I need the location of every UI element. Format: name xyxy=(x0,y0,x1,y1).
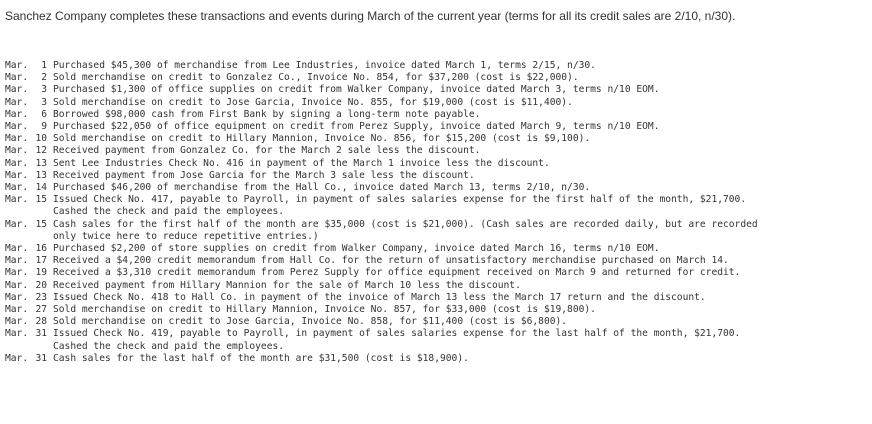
transaction-description: Cash sales for the last half of the month are $31,500 (cost is $18,900). xyxy=(53,352,469,364)
transaction-month: Mar. xyxy=(5,133,29,145)
transaction-description: Sold merchandise on credit to Jose Garcia, Invoice No. 858, for $11,400 (cost is $6,800). xyxy=(53,316,568,328)
transaction-month: Mar. xyxy=(5,60,29,71)
transaction-month: Mar. xyxy=(5,291,29,303)
transaction-day: 15 xyxy=(35,218,47,230)
transaction-row xyxy=(5,182,867,194)
transaction-day: 28 xyxy=(35,316,47,328)
transaction-description: Sold merchandise on credit to Hillary Mannion, Invoice No. 856, for $15,200 (cost is $9,100). xyxy=(53,133,591,145)
transaction-row xyxy=(5,304,867,316)
transaction-description: Received payment from Jose Garcia for the March 3 sale less the discount. xyxy=(53,169,475,181)
transaction-month: Mar. xyxy=(5,218,29,230)
transaction-description: Sold merchandise on credit to Gonzalez Co., Invoice No. 854, for $37,200 (cost is $22,000). xyxy=(53,72,579,84)
transaction-month: Mar. xyxy=(5,279,29,291)
transaction-row xyxy=(5,133,867,145)
transaction-row xyxy=(5,292,867,304)
transaction-month: Mar. xyxy=(5,194,29,206)
transaction-month: Mar. xyxy=(5,145,29,157)
transaction-row xyxy=(5,60,867,72)
transaction-description: Sold merchandise on credit to Hillary Mannion, Invoice No. 857, for $33,000 (cost is $19,800). xyxy=(53,304,596,316)
transaction-row xyxy=(5,97,867,109)
transaction-row xyxy=(5,267,867,279)
transaction-day: 16 xyxy=(35,243,47,255)
transaction-row xyxy=(5,255,867,267)
transaction-row xyxy=(5,316,867,328)
transaction-month: Mar. xyxy=(5,96,29,108)
transaction-month: Mar. xyxy=(5,328,29,340)
transaction-description: Received a $4,200 credit memorandum from Hall Co. for the return of unsatisfactory merchandise purchased on March 14. xyxy=(53,255,729,267)
transaction-day: 31 xyxy=(35,352,47,364)
transaction-row xyxy=(5,170,867,182)
transaction-row xyxy=(5,243,867,255)
transaction-row xyxy=(5,84,867,96)
transaction-day: 23 xyxy=(35,291,47,303)
transaction-description: Received payment from Hillary Mannion for the sale of March 10 less the discount. xyxy=(53,279,521,291)
transaction-description: Purchased $1,300 of office supplies on credit from Walker Company, invoice dated March 3, terms n/10 EOM. xyxy=(53,84,660,96)
transaction-day: 12 xyxy=(35,145,47,157)
transaction-description: Received a $3,310 credit memorandum from Perez Supply for office equipment received on March 9 and returned for credit. xyxy=(53,267,741,279)
transaction-row xyxy=(5,109,867,121)
transaction-description: Purchased $45,300 of merchandise from Lee Industries, invoice dated March 1, terms 2/15, n/30. xyxy=(53,60,596,71)
transaction-day: 19 xyxy=(35,267,47,279)
transaction-description: Purchased $22,050 of office equipment on credit from Perez Supply, invoice dated March 9, terms n/10 EOM. xyxy=(53,121,660,133)
transaction-month: Mar. xyxy=(5,255,29,267)
transaction-description: Sent Lee Industries Check No. 416 in payment of the March 1 invoice less the discount. xyxy=(53,157,550,169)
transaction-month: Mar. xyxy=(5,352,29,364)
transaction-month: Mar. xyxy=(5,182,29,194)
transaction-day: 14 xyxy=(35,182,47,194)
transaction-day: 17 xyxy=(35,255,47,267)
transaction-day: 6 xyxy=(41,108,47,120)
transaction-month: Mar. xyxy=(5,157,29,169)
transaction-row xyxy=(5,121,867,133)
transaction-month: Mar. xyxy=(5,121,29,133)
transaction-day: 31 xyxy=(35,328,47,340)
transaction-row xyxy=(5,219,867,243)
transaction-day: 10 xyxy=(35,133,47,145)
transaction-day: 13 xyxy=(35,157,47,169)
transaction-day: 27 xyxy=(35,304,47,316)
transaction-description: Cash sales for the first half of the month are $35,000 (cost is $21,000). (Cash sales are recorded daily, but are recorded only twice here to reduce repetitive entries.) xyxy=(53,218,758,242)
transaction-description: Sold merchandise on credit to Jose Garcia, Invoice No. 855, for $19,000 (cost is $11,400). xyxy=(53,96,573,108)
transaction-month: Mar. xyxy=(5,267,29,279)
transaction-row xyxy=(5,353,867,365)
transaction-row xyxy=(5,72,867,84)
transaction-day: 13 xyxy=(35,169,47,181)
transaction-description: Received payment from Gonzalez Co. for the March 2 sale less the discount. xyxy=(53,145,481,157)
transaction-day: 3 xyxy=(41,96,47,108)
transaction-month: Mar. xyxy=(5,108,29,120)
transaction-row xyxy=(5,194,867,218)
transaction-month: Mar. xyxy=(5,72,29,84)
transaction-month: Mar. xyxy=(5,304,29,316)
transaction-day: 9 xyxy=(41,121,47,133)
transaction-month: Mar. xyxy=(5,243,29,255)
transaction-row xyxy=(5,328,867,352)
transaction-day: 1 xyxy=(41,60,47,71)
transaction-row xyxy=(5,145,867,157)
transaction-description: Purchased $46,200 of merchandise from the Hall Co., invoice dated March 13, terms 2/10, n/30. xyxy=(53,182,591,194)
transaction-description: Issued Check No. 419, payable to Payroll, in payment of sales salaries expense for the last half of the month, $21,700. Cashed the check and paid the employees. xyxy=(53,328,741,352)
transaction-description: Purchased $2,200 of store supplies on credit from Walker Company, invoice dated March 16, terms n/10 EOM. xyxy=(53,243,660,255)
transaction-row xyxy=(5,158,867,170)
transaction-list xyxy=(5,60,867,365)
transaction-row xyxy=(5,280,867,292)
transaction-day: 2 xyxy=(41,72,47,84)
transaction-day: 20 xyxy=(35,279,47,291)
transaction-month: Mar. xyxy=(5,316,29,328)
transaction-day: 15 xyxy=(35,194,47,206)
transaction-description: Borrowed $98,000 cash from First Bank by signing a long-term note payable. xyxy=(53,108,481,120)
transaction-day: 3 xyxy=(41,84,47,96)
transaction-description: Issued Check No. 418 to Hall Co. in payment of the invoice of March 13 less the March 17 return and the discount. xyxy=(53,291,706,303)
transaction-month: Mar. xyxy=(5,84,29,96)
transaction-description: Issued Check No. 417, payable to Payroll, in payment of sales salaries expense for the first half of the month, $21,700. Cashed the check and paid the employees. xyxy=(53,194,747,218)
transaction-month: Mar. xyxy=(5,169,29,181)
problem-intro: Sanchez Company completes these transactions and events during March of the current year (terms for all its credit sales are 2/10, n/30). xyxy=(5,9,736,23)
